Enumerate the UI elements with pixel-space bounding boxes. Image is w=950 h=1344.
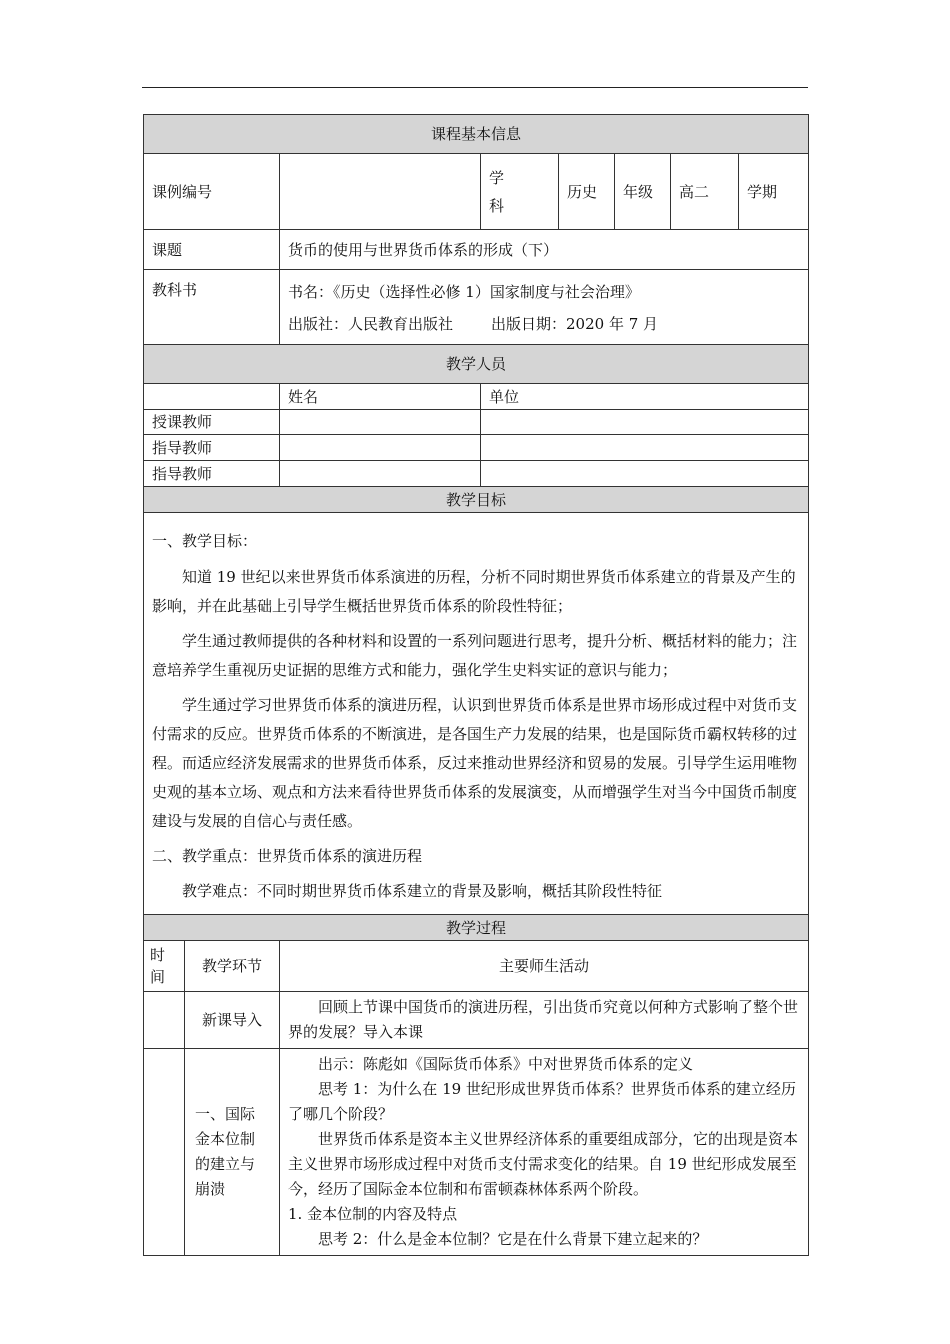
staff-unit-col: 单位 [481,384,809,410]
book-name: 书名：《历史（选择性必修 1）国家制度与社会治理》 [288,283,640,301]
staff-header: 教学人员 [144,345,809,384]
header-rule [142,87,808,88]
goals-heading: 一、教学目标： [152,532,258,550]
activity-gold-standard [280,1049,809,1256]
subject-value: 历史 [559,154,615,230]
col-stage: 教学环节 [185,941,280,992]
goal-paragraph: 学生通过教师提供的各种材料和设置的一系列问题进行思考，提升分析、概括材料的能力；注意培养学生重视历史证据的思维方式和能力，强化学生史料实证的意识与能力； [152,632,798,679]
process-header: 教学过程 [144,915,809,941]
publisher-line [288,308,800,340]
grade-value: 高二 [671,154,739,230]
stage-gold-standard: 一、国际金本位制的建立与崩溃 [185,1049,280,1256]
case-no-value [280,154,481,230]
case-no-label: 课例编号 [144,154,280,230]
difficulty: 教学难点：不同时期世界货币体系建立的背景及影响，概括其阶段性特征 [182,882,663,900]
col-activity: 主要师生活动 [280,941,809,992]
activity-line: 思考 1：为什么在 19 世纪形成世界货币体系？世界货币体系的建立经历了哪几个阶段？ [288,1080,796,1123]
textbook-label: 教科书 [144,270,280,345]
subject-label: 学 科 [481,154,559,230]
basic-info-header: 课程基本信息 [144,115,809,154]
activity-line: 世界货币体系是资本主义世界经济体系的重要组成部分，它的出现是资本主义世界市场形成过程中对货币支付需求变化的结果。自 19 世纪形成发展至今，经历了国际金本位制和布雷顿森林体系两个阶段。 [288,1130,799,1198]
col-time: 时 间 [144,941,185,992]
term-label: 学期 [739,154,809,230]
staff-name-col: 姓名 [280,384,481,410]
stage-intro: 新课导入 [185,992,280,1049]
goals-content [144,513,809,915]
activity-line: 思考 2：什么是金本位制？它是在什么背景下建立起来的？ [318,1230,708,1248]
staff-role: 指导教师 [144,435,280,461]
topic-label: 课题 [144,230,280,270]
topic-value: 货币的使用与世界货币体系的形成（下） [280,230,809,270]
textbook-info [280,270,809,345]
publisher: 出版社：人民教育出版社 [288,315,454,333]
staff-role: 授课教师 [144,410,280,435]
activity-line: 出示：陈彪如《国际货币体系》中对世界货币体系的定义 [318,1055,694,1073]
goals-header: 教学目标 [144,487,809,513]
pub-date: 出版日期：2020 年 7 月 [491,315,659,333]
goal-paragraph: 学生通过学习世界货币体系的演进历程，认识到世界货币体系是世界市场形成过程中对货币支付需求的反应。世界货币体系的不断演进，是各国生产力发展的结果，也是国际货币霸权转移的过程。而适应经济发展需求的世界货币体系，反过来推动世界经济和贸易的发展。引导学生运用唯物史观的基本立场、观点和方法来看待世界货币体系的发展演变，从而增强学生对当今中国货币制度建设与发展的自信心与责任感。 [152,696,798,830]
staff-role: 指导教师 [144,461,280,487]
activity-line: 1. 金本位制的内容及特点 [288,1205,458,1223]
activity-intro: 回顾上节课中国货币的演进历程，引出货币究竟以何种方式影响了整个世界的发展？导入本课 [280,992,809,1049]
grade-label: 年级 [615,154,671,230]
lesson-plan-table [143,114,809,1256]
goal-paragraph: 知道 19 世纪以来世界货币体系演进的历程，分析不同时期世界货币体系建立的背景及产生的影响，并在此基础上引导学生概括世界货币体系的阶段性特征； [152,568,796,615]
key-point: 二、教学重点：世界货币体系的演进历程 [152,847,423,865]
